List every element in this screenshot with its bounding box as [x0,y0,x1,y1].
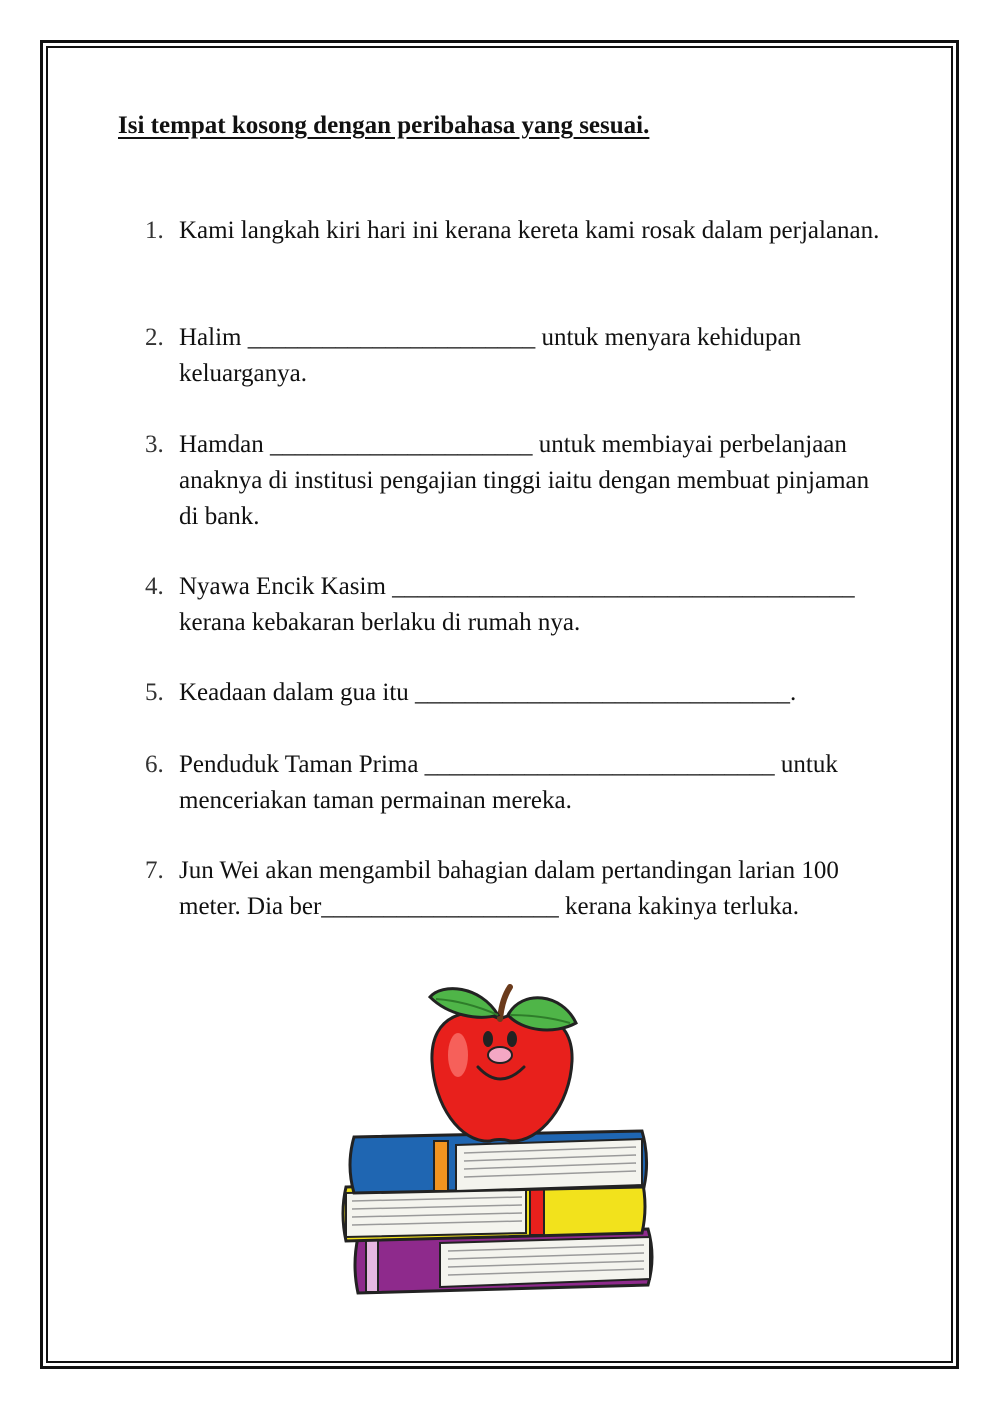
question-text: Kami langkah kiri hari ini kerana kereta kami rosak dalam perjalanan. [179,217,880,244]
question-text: Hamdan _____________________ untuk membiayai perbelanjaan anaknya di institusi pengajian tinggi iaitu dengan membuat pinjaman di bank. [179,431,870,530]
apple [430,987,576,1141]
apple-on-books-icon [330,975,670,1310]
question-number: 7. [145,857,164,884]
question-text: Penduduk Taman Prima ____________________________ untuk menceriakan taman permainan mereka. [179,751,838,814]
question-text: Jun Wei akan mengambil bahagian dalam pertandingan larian 100 meter. Dia ber___________________ kerana kakinya terluka. [179,857,839,920]
question-text: Halim _______________________ untuk menyara kehidupan keluarganya. [179,324,802,387]
question-number: 3. [145,431,164,458]
question-text: Keadaan dalam gua itu ______________________________. [179,679,797,706]
question-item [145,427,885,535]
question-item [145,569,885,641]
question-number: 2. [145,324,164,351]
question-item [145,213,885,249]
question-number: 1. [145,217,164,244]
question-number: 4. [145,573,164,600]
question-text: Nyawa Encik Kasim _____________________________________ kerana kebakaran berlaku di rumah nya. [179,573,855,636]
question-number: 6. [145,751,164,778]
question-item [145,747,885,819]
worksheet-title: Isi tempat kosong dengan peribahasa yang sesuai. [118,112,650,139]
question-item [145,675,885,711]
question-item [145,853,885,925]
question-number: 5. [145,679,164,706]
question-item [145,320,885,392]
